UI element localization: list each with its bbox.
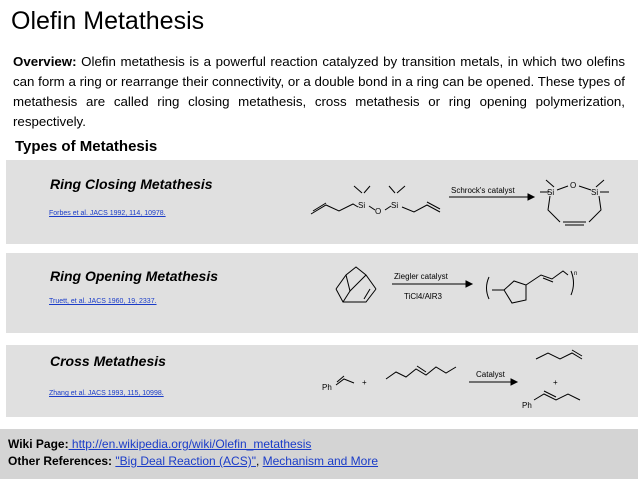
wiki-line [8,437,311,451]
ring-opening-panel [6,253,638,333]
footer-bar [0,429,638,479]
wiki-link[interactable]: http://en.wikipedia.org/wiki/Olefin_metathesis [68,437,312,451]
plus-sign: + [553,378,558,387]
si-atom-label: Si [391,201,399,210]
cross-metathesis-scheme [6,345,638,417]
ph-label: Ph [322,383,332,392]
rcm-catalyst-label: Schrock's catalyst [451,186,515,195]
mechanism-link[interactable]: Mechanism and More [262,454,379,468]
types-heading: Types of Metathesis [15,138,158,155]
ring-closing-panel [6,160,638,244]
rom-conditions-label: TiCl4/AlR3 [404,292,442,301]
overview-label: Overview: [13,54,77,69]
ring-opening-reference[interactable]: Truett, et al. JACS 1960, 19, 2337. [49,298,157,305]
cross-metathesis-title: Cross Metathesis [50,353,166,369]
ring-closing-reference[interactable]: Forbes et al. JACS 1992, 114, 10978. [49,210,166,217]
cross-metathesis-reference[interactable]: Zhang et al. JACS 1993, 115, 10998. [49,390,164,397]
ph-label: Ph [522,401,532,410]
cm-catalyst-label: Catalyst [476,370,505,379]
overview-text: Olefin metathesis is a powerful reaction catalyzed by transition metals, in which two olefins can form a ring or rearrange their connectivity, or a double bond in a ring can be opened. These types of metathesis are called ring closing metathesis, cross metathesis or ring opening polymerization, respectively. [13,54,625,129]
repeat-unit-n: n [574,271,578,277]
ring-opening-scheme [6,253,638,333]
rom-catalyst-label: Ziegler catalyst [394,272,448,281]
page-title: Olefin Metathesis [11,7,205,35]
si-atom-label: Si [358,201,366,210]
ring-closing-scheme [6,160,638,244]
ring-closing-title: Ring Closing Metathesis [50,176,213,192]
other-references-line [8,454,378,468]
si-atom-label: Si [591,188,599,197]
ring-opening-title: Ring Opening Metathesis [50,268,219,284]
other-references-label: Other References: [8,454,113,468]
acs-reference-link[interactable]: "Big Deal Reaction (ACS)" [115,454,256,468]
cross-metathesis-panel [6,345,638,417]
reference-separator: , [255,454,263,468]
si-atom-label: Si [547,188,555,197]
plus-sign: + [362,378,367,387]
overview-paragraph [13,52,625,132]
wiki-label: Wiki Page: [8,437,69,451]
o-atom-label: O [570,181,577,190]
o-atom-label: O [375,207,382,216]
